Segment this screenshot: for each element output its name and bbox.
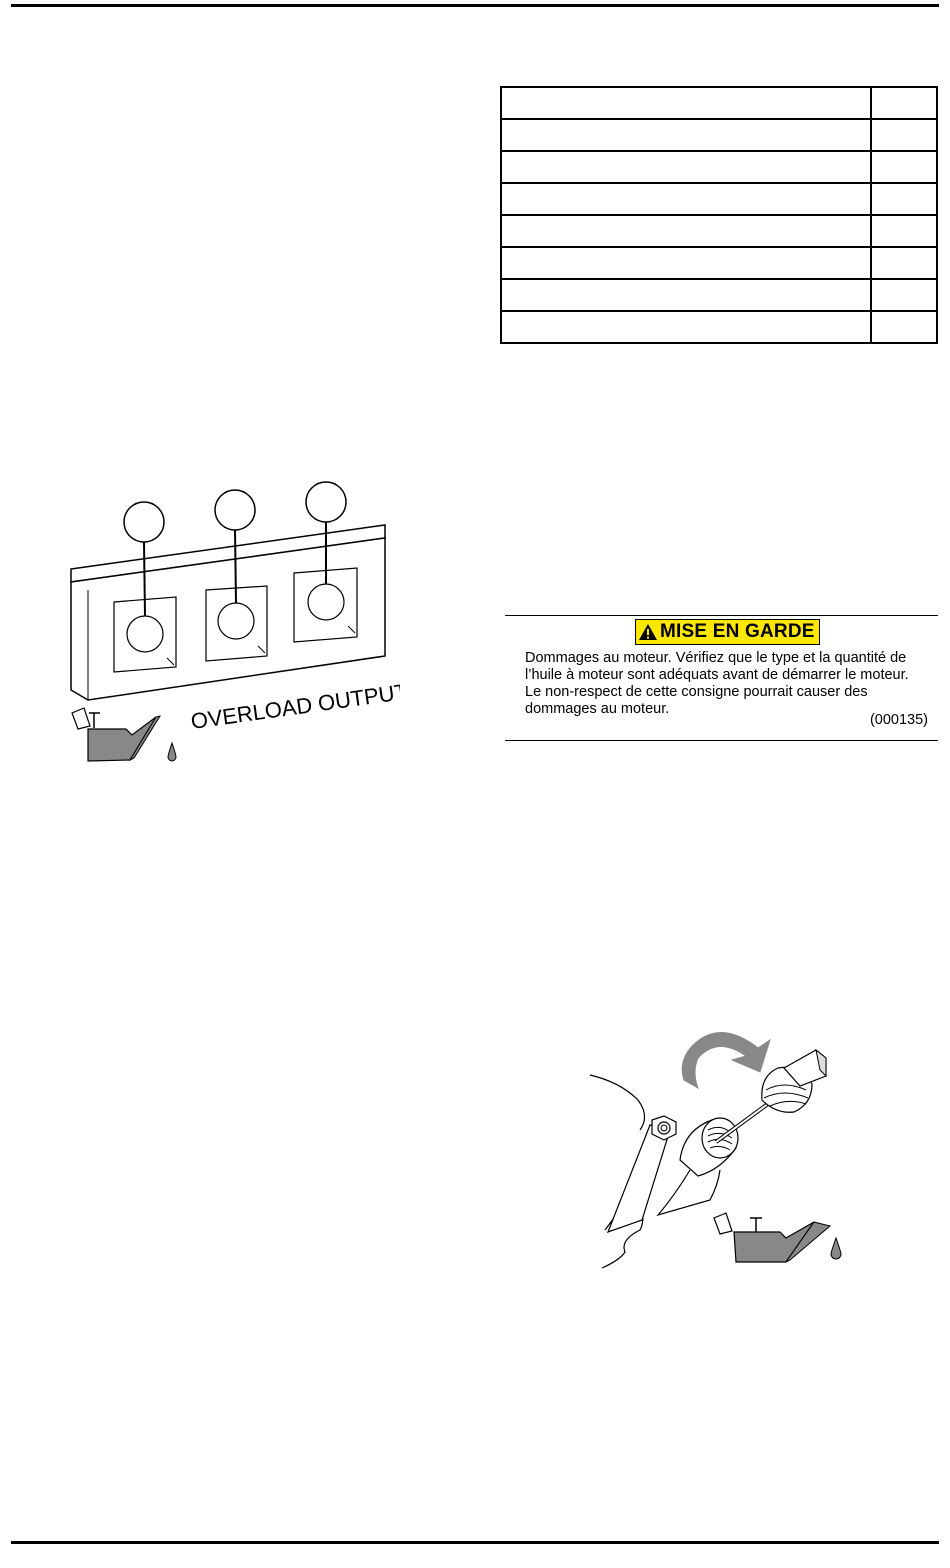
spec-table-label-cell xyxy=(501,183,871,215)
spec-table-value-cell xyxy=(871,183,937,215)
spec-table-value-cell xyxy=(871,119,937,151)
spec-table-label-cell xyxy=(501,215,871,247)
spec-table-label-cell xyxy=(501,279,871,311)
warning-triangle-icon xyxy=(638,623,658,641)
spec-table-row xyxy=(501,279,937,311)
spec-table-label-cell xyxy=(501,311,871,343)
warning-header xyxy=(635,619,820,645)
rotation-arrow-icon xyxy=(682,1032,770,1088)
spec-table-row xyxy=(501,311,937,343)
spec-table-row xyxy=(501,87,937,119)
oil-can-icon xyxy=(72,708,176,761)
warning-code: (000135) xyxy=(869,712,928,728)
spec-table-value-cell xyxy=(871,151,937,183)
spec-table-value-cell xyxy=(871,247,937,279)
oil-dipstick-figure xyxy=(580,1020,860,1285)
warning-box xyxy=(505,615,938,741)
dipstick-cap xyxy=(762,1050,826,1112)
spec-table-label-cell xyxy=(501,87,871,119)
circuit-breaker-panel-figure xyxy=(60,480,400,775)
spec-table xyxy=(500,86,938,344)
oil-can-icon-2 xyxy=(714,1213,841,1262)
top-rule xyxy=(11,4,939,7)
spec-table-label-cell xyxy=(501,119,871,151)
spec-table-label-cell xyxy=(501,151,871,183)
warning-text: Dommages au moteur. Vérifiez que le type et la quantité de l’huile à moteur sont adéquats avant de démarrer le moteur. Le non-respect de cette consigne pourrait causer des dommages au moteur. xyxy=(525,650,909,717)
warning-title: MISE EN GARDE xyxy=(660,621,815,642)
spec-table-row xyxy=(501,151,937,183)
spec-table-row xyxy=(501,215,937,247)
spec-table-row xyxy=(501,183,937,215)
spec-table-value-cell xyxy=(871,279,937,311)
bolt xyxy=(652,1116,676,1140)
spec-table-value-cell xyxy=(871,87,937,119)
spec-table-label-cell xyxy=(501,247,871,279)
panel-label: OVERLOAD OUTPUT xyxy=(189,678,400,734)
bottom-rule xyxy=(11,1541,939,1544)
spec-table-value-cell xyxy=(871,311,937,343)
spec-table-row xyxy=(501,247,937,279)
spec-table-value-cell xyxy=(871,215,937,247)
spec-table-row xyxy=(501,119,937,151)
